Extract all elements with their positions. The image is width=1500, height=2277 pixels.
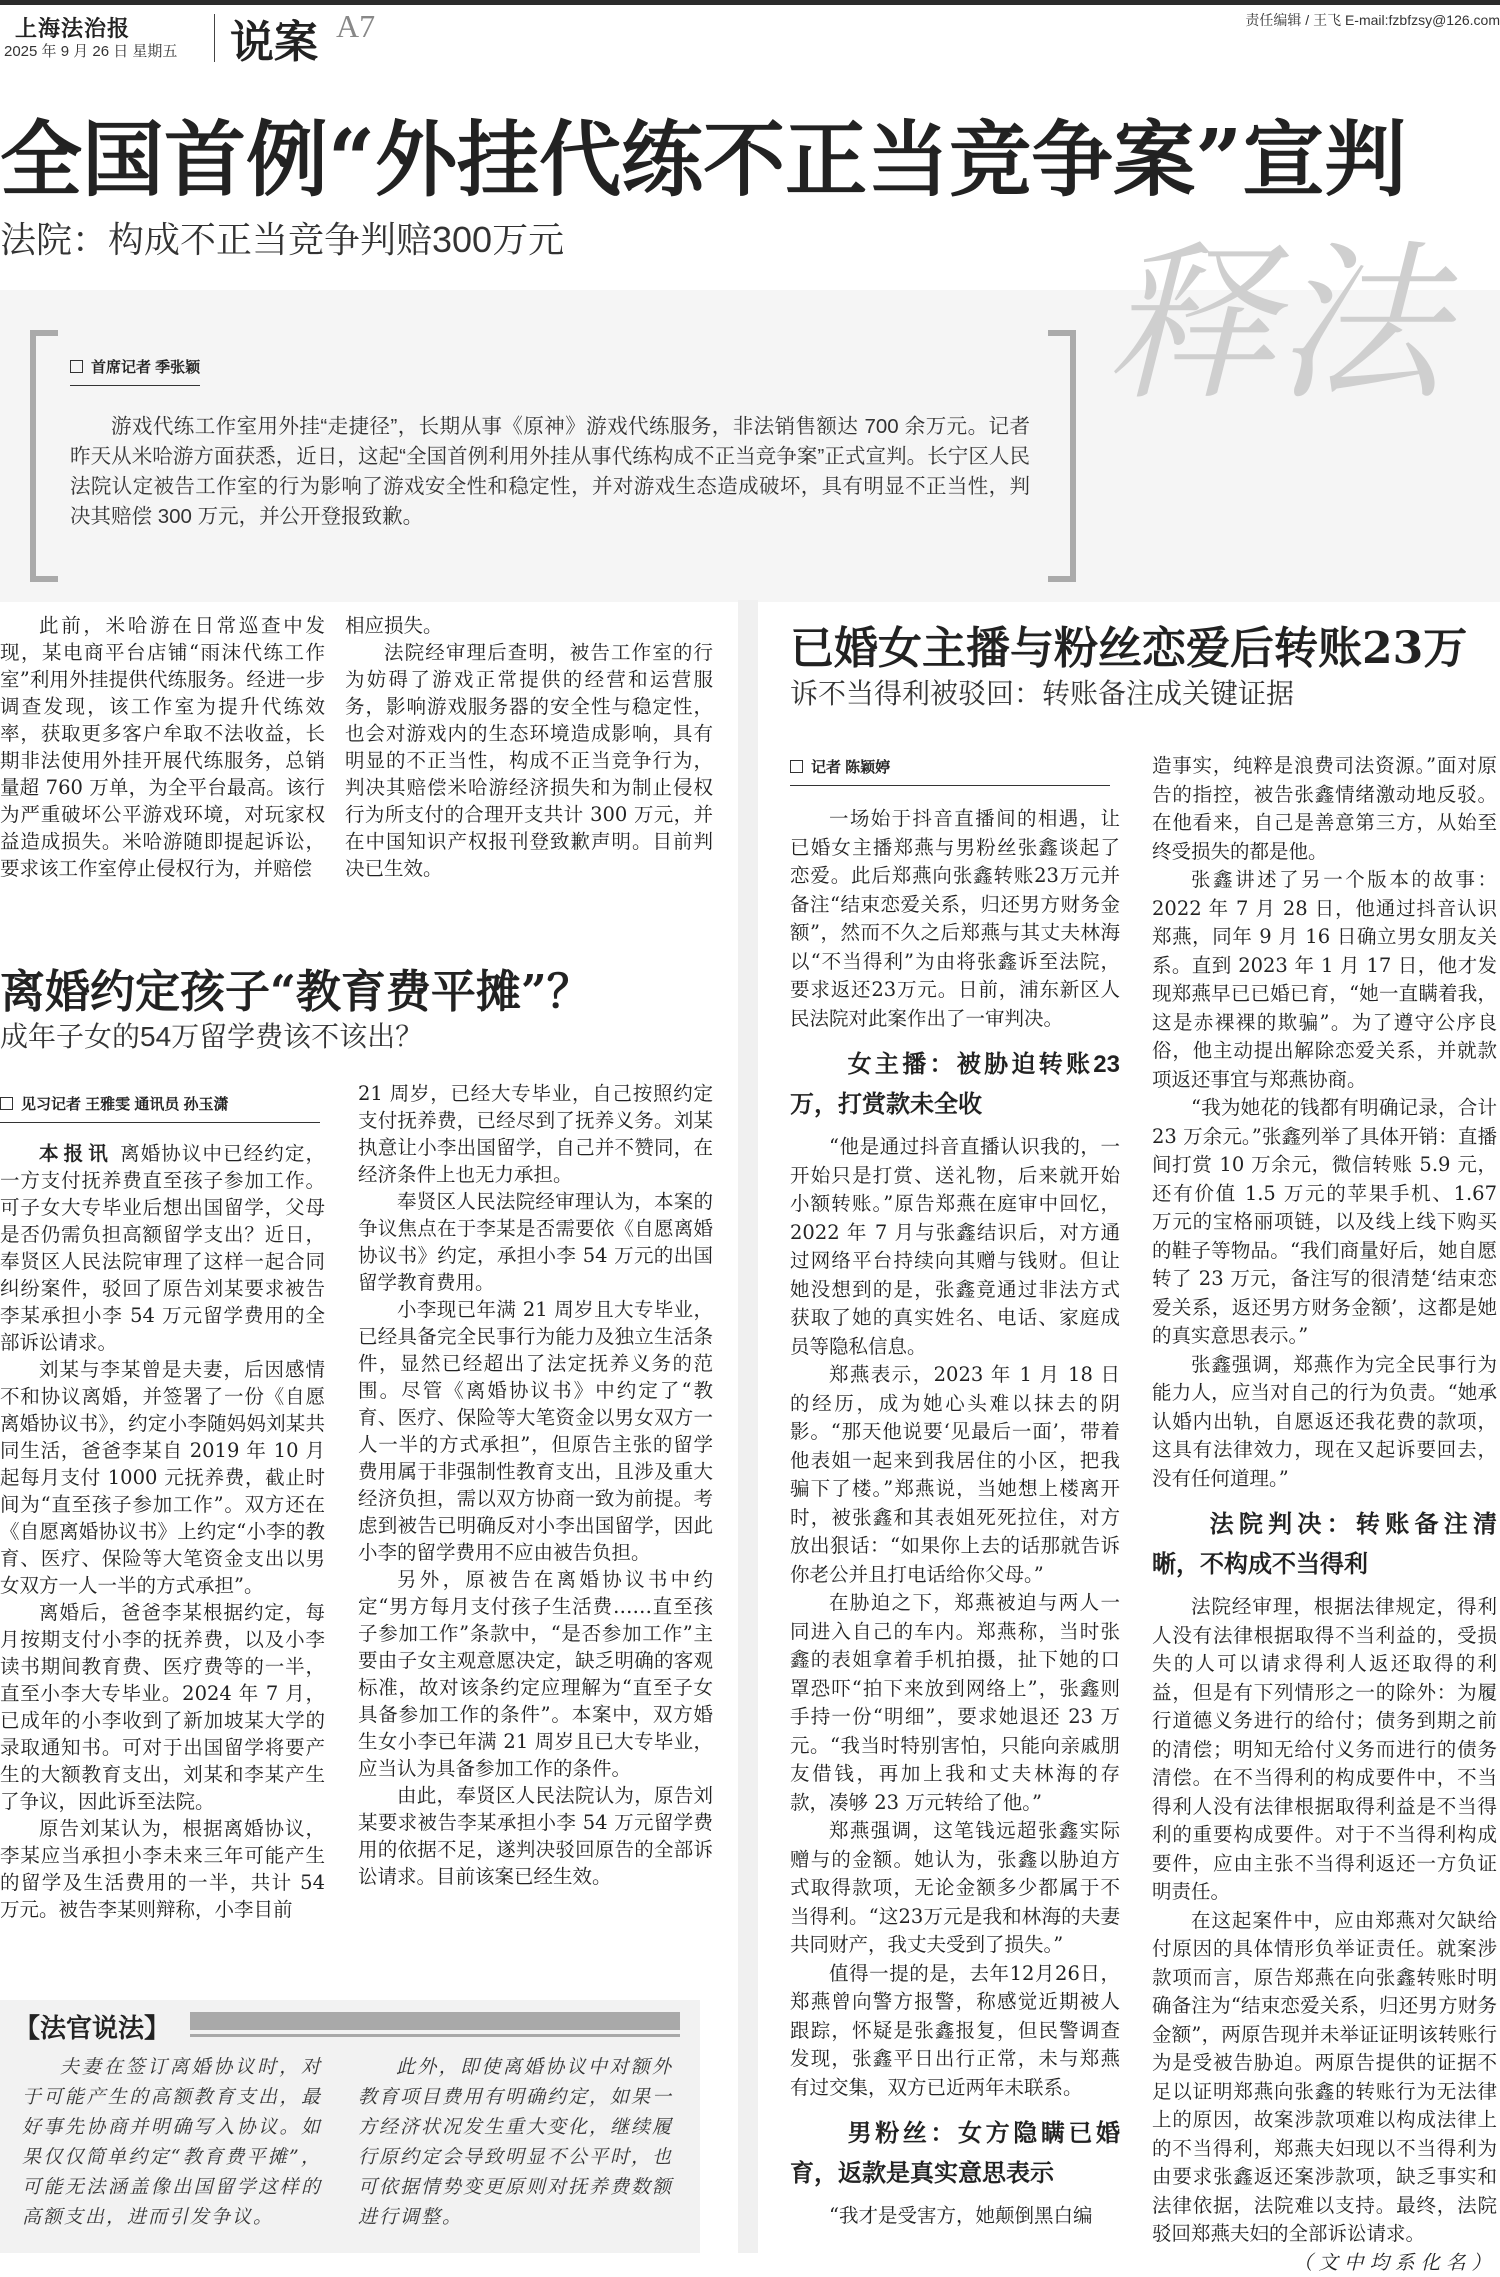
section-subheading: 女主播：被胁迫转账23万，打赏款未全收 [790, 1045, 1120, 1125]
calligraphy-watermark: 释法 [1105, 240, 1500, 410]
paragraph: 张鑫强调，郑燕作为完全民事行为能力人，应当对自己的行为负责。“她承认婚内出轨，自愿返还我花费的款项，这具有法律效力，现在又起诉要回去，没有任何道理。” [1152, 1351, 1497, 1494]
streamer-column-2 [1152, 752, 1497, 2277]
streamer-subheadline: 诉不当得利被驳回：转账备注成关键证据 [790, 672, 1294, 712]
judge-box-paragraph: 夫妻在签订离婚协议时，对于可能产生的高额教育支出，最好事先协商并明确写入协议。如果仅仅简单约定“教育费平摊”，可能无法涵盖像出国留学这样的高额支出，进而引发争议。 [22, 2052, 322, 2232]
top-rule [0, 0, 1500, 5]
paragraph: 离婚后，爸爸李某根据约定，每月按期支付小李的抚养费，以及小李读书期间教育费、医疗费等的一半，直至小李大专毕业。2024 年 7 月，已成年的小李收到了新加坡某大学的录取通知书。可对于出国留学将要产生的大额教育支出，刘某和李某产生了争议，因此诉至法院。 [0, 1599, 325, 1815]
divorce-headline: 离婚约定孩子“教育费平摊”？ [0, 955, 592, 1020]
paragraph: 原告刘某认为，根据离婚协议，李某应当承担小李未来三年可能产生的留学及生活费用的一半，共计 54 万元。被告李某则辩称，小李目前 [0, 1815, 325, 1923]
main-subheadline: 法院：构成不正当竞争判赔300万元 [0, 212, 564, 263]
paragraph: 刘某与李某曾是夫妻，后因感情不和协议离婚，并签署了一份《自愿离婚协议书》，约定小李随妈妈刘某共同生活，爸爸李某自 2019 年 10 月起每月支付 1000 元抚养费，截止时间为“直至孩子参加工作”。双方还在《自愿离婚协议书》上约定“小李的教育、医疗、保险等大笔资金支出以男女双方一人一半的方式承担”。 [0, 1356, 325, 1599]
game-byline [70, 356, 200, 386]
judge-box-rule-thin [190, 2034, 680, 2037]
divorce-byline [0, 1093, 320, 1123]
section-subheading: 男粉丝：女方隐瞒已婚育，返款是真实意思表示 [790, 2114, 1120, 2194]
paragraph: 由此，奉贤区人民法院认为，原告刘某要求被告李某承担小李 54 万元留学费用的依据不足，遂判决驳回原告的全部诉讼请求。目前该案已经生效。 [358, 1782, 713, 1890]
paragraph: “他是通过抖音直播认识我的，一开始只是打赏、送礼物，后来就开始小额转账。”原告郑燕在庭审中回忆，2022 年 7 月与张鑫结识后，对方通过网络平台持续向其赠与钱财。但让她没想到的是，张鑫竟通过非法方式获取了她的真实姓名、电话、家庭成员等隐私信息。 [790, 1133, 1120, 1361]
paragraph-continued: 相应损失。 [345, 612, 713, 639]
judge-box-column-1 [22, 2052, 322, 2232]
paragraph: 郑燕强调，这笔钱远超张鑫实际赠与的金额。她认为，张鑫以胁迫方式取得款项，无论金额多少都属于不当得利。“这23万元是我和林海的夫妻共同财产，我丈夫受到了损失。” [790, 1817, 1120, 1960]
header-divider [214, 14, 215, 62]
paragraph: 张鑫讲述了另一个版本的故事：2022 年 7 月 28 日，他通过抖音认识郑燕，同年 9 月 16 日确立男女朋友关系。直到 2023 年 1 月 17 日，他才发现郑燕早已已婚已育，“她一直瞒着我，这是赤裸裸的欺骗”。为了遵守公序良俗，他主动提出解除恋爱关系，并就款项返还事宜与郑燕协商。 [1152, 866, 1497, 1094]
judge-box-rule [190, 2012, 680, 2030]
byline-text: 首席记者 季张颖 [91, 359, 200, 376]
paragraph-continued: 造事实，纯粹是浪费司法资源。”面对原告的指控，被告张鑫情绪激动地反驳。在他看来，自己是善意第三方，从始至终受损失的都是他。 [1152, 752, 1497, 866]
divorce-subheadline: 成年子女的54万留学费该不该出？ [0, 1015, 423, 1055]
page-number: A7 [336, 8, 375, 45]
paragraph: “我为她花的钱都有明确记录，合计 23 万余元。”张鑫列举了具体开销：直播间打赏 10 万余元，微信转账 5.9 元，还有价值 1.5 万元的苹果手机、1.67 万元的宝格丽项链，以及线上线下购买的鞋子等物品。“我们商量好后，她自愿转了 23 万元，备注写的很清楚‘结束恋爱关系，返还男方财务金额’，这都是她的真实意思表示。” [1152, 1094, 1497, 1351]
byline-box-icon [70, 360, 83, 373]
paragraph-continued: 21 周岁，已经大专毕业，自己按照约定支付抚养费，已经尽到了抚养义务。刘某执意让小李出国留学，自己并不赞同，在经济条件上也无力承担。 [358, 1080, 713, 1188]
section-subheading: 法院判决：转账备注清晰，不构成不当得利 [1152, 1505, 1497, 1585]
paragraph-text: 离婚协议中已经约定，一方支付抚养费直至孩子参加工作。可子女大专毕业后想出国留学，父母是否仍需负担高额留学支出？近日，奉贤区人民法院审理了这样一起合同纠纷案件，驳回了原告刘某要求被告李某承担小李 54 万元留学费用的全部诉讼请求。 [0, 1142, 325, 1354]
paragraph: 法院经审理，根据法律规定，得利人没有法律根据取得不当利益的，受损失的人可以请求得利人返还取得的利益，但是有下列情形之一的除外：为履行道德义务进行的给付；债务到期之前的清偿；明知无给付义务而进行的债务清偿。在不当得利的构成要件中，不当得利人没有法律根据取得利益是不当得利的重要构成要件。对于不当得利构成要件，应由主张不当得利返还一方负证明责任。 [1152, 1593, 1497, 1907]
byline-box-icon [790, 760, 803, 773]
paragraph: 一场始于抖音直播间的相遇，让已婚女主播郑燕与男粉丝张鑫谈起了恋爱。此后郑燕向张鑫转账23万元并备注“结束恋爱关系，归还男方财务金额”，然而不久之后郑燕与其丈夫林海以“不当得利”为由将张鑫诉至法院，要求返还23万元。日前，浦东新区人民法院对此案作出了一审判决。 [790, 805, 1120, 1033]
paragraph: 在胁迫之下，郑燕被迫与两人一同进入自己的车内。郑燕称，当时张鑫的表姐拿着手机拍摄，扯下她的口罩恐吓“拍下来放到网络上”，张鑫则手持一份“明细”，要求她退还 23 万元。“我当时特别害怕，只能向亲戚朋友借钱，再加上我和丈夫林海的存款，凑够 23 万元转给了他。” [790, 1589, 1120, 1817]
byline-box-icon [0, 1097, 13, 1110]
byline-text: 见习记者 王雅雯 通讯员 孙玉潇 [21, 1096, 229, 1113]
streamer-byline [790, 756, 1110, 786]
paragraph: 此前，米哈游在日常巡查中发现，某电商平台店铺“雨沫代练工作室”利用外挂提供代练服务。经进一步调查发现，该工作室为提升代练效率，获取更多客户牟取不法收益，长期非法使用外挂开展代练服务，总销量超 760 万单，为全平台最高。该行为严重破坏公平游戏环境，对玩家权益造成损失。米哈游随即提起诉讼，要求该工作室停止侵权行为，并赔偿 [0, 612, 325, 882]
column-separator [738, 600, 758, 2253]
paragraph [0, 1140, 325, 1356]
right-bracket [1048, 330, 1076, 582]
paragraph: 另外，原被告在离婚协议书中约定“男方每月支付孩子生活费……直至孩子参加工作”条款中，“是否参加工作”主要由子女主观意愿决定，缺乏明确的客观标准，故对该条约定应理解为“直至子女具备参加工作的条件”。本案中，双方婚生女小李已年满 21 周岁且已大专毕业，应当认为具备参加工作的条件。 [358, 1566, 713, 1782]
paragraph: 法院经审理后查明，被告工作室的行为妨碍了游戏正常提供的经营和运营服务，影响游戏服务器的安全性与稳定性，也会对游戏内的生态环境造成影响，具有明显的不正当性，构成不正当竞争行为，判决其赔偿米哈游经济损失和为制止侵权行为所支付的合理开支共计 300 万元，并在中国知识产权报刊登致歉声明。目前判决已生效。 [345, 639, 713, 882]
divorce-column-2 [358, 1080, 713, 1890]
paragraph: 值得一提的是，去年12月26日，郑燕曾向警方报警，称感觉近期被人跟踪，怀疑是张鑫报复，但民警调查发现，张鑫平日出行正常，未与郑燕有过交集，双方已近两年未联系。 [790, 1960, 1120, 2103]
streamer-column-1 [790, 805, 1120, 2231]
game-column-1 [0, 612, 325, 882]
judge-box-title: 【法官说法】 [14, 2008, 170, 2045]
paragraph: 在这起案件中，应由郑燕对欠缺给付原因的具体情形负举证责任。就案涉款项而言，原告郑燕在向张鑫转账时明确备注为“结束恋爱关系，归还男方财务金额”，两原告现并未举证证明该转账行为是受被告胁迫。两原告提供的证据不足以证明郑燕向张鑫的转账行为无法律上的原因，故案涉款项难以构成法律上的不当得利，郑燕夫妇现以不当得利为由要求张鑫返还案涉款项，缺乏事实和法律依据，法院难以支持。最终，法院驳回郑燕夫妇的全部诉讼请求。 [1152, 1907, 1497, 2249]
judge-box-column-2 [358, 2052, 673, 2232]
paragraph: 小李现已年满 21 周岁且大专毕业，已经具备完全民事行为能力及独立生活条件，显然已经超出了法定抚养义务的范围。尽管《离婚协议书》中约定了“教育、医疗、保险等大笔资金以男女双方一人一半的方式承担”，但原告主张的留学费用属于非强制性教育支出，且涉及重大经济负担，需以双方协商一致为前提。考虑到被告已明确反对小李出国留学，因此小李的留学费用不应由被告负担。 [358, 1296, 713, 1566]
paragraph: 奉贤区人民法院经审理认为，本案的争议焦点在于李某是否需要依《自愿离婚协议书》约定，承担小李 54 万元的出国留学教育费用。 [358, 1188, 713, 1296]
left-bracket [30, 330, 58, 582]
name-note: （文中均系化名） [1152, 2249, 1497, 2277]
issue-date: 2025 年 9 月 26 日 星期五 [4, 40, 177, 61]
main-headline: 全国首例“外挂代练不正当竞争案”宣判 [0, 105, 1500, 215]
game-column-2 [345, 612, 713, 882]
newspaper-logo: 上海法治报 [15, 12, 130, 43]
judge-box-paragraph: 此外，即使离婚协议中对额外教育项目费用有明确约定，如果一方经济状况发生重大变化，继续履行原约定会导致明显不公平时，也可依据情势变更原则对抚养费数额进行调整。 [358, 2052, 673, 2232]
paragraph: “我才是受害方，她颠倒黑白编 [790, 2202, 1120, 2231]
byline-text: 记者 陈颖婷 [811, 759, 890, 776]
game-lead: 游戏代练工作室用外挂“走捷径”，长期从事《原神》游戏代练服务，非法销售额达 700 余万元。记者昨天从米哈游方面获悉，近日，这起“全国首例利用外挂从事代练构成不正当竞争案”正式宣判。长宁区人民法院认定被告工作室的行为影响了游戏安全性和稳定性，并对游戏生态造成破坏，具有明显不正当性，判决其赔偿 300 万元，并公开登报致歉。 [70, 412, 1030, 532]
divorce-column-1 [0, 1140, 325, 1923]
dateline: 本报讯 [39, 1142, 113, 1165]
paragraph: 郑燕表示，2023 年 1 月 18 日的经历，成为她心头难以抹去的阴影。“那天他说要‘见最后一面’，带着他表姐一起来到我居住的小区，把我骗下了楼。”郑燕说，当她想上楼离开时，被张鑫和其表姐死死拉住，对方放出狠话：“如果你上去的话那就告诉你老公并且打电话给你父母。” [790, 1361, 1120, 1589]
streamer-headline: 已婚女主播与粉丝恋爱后转账23万 [790, 612, 1467, 676]
editor-credit: 责任编辑 / 王飞 E-mail:fzbfzsy@126.com [1245, 10, 1500, 30]
section-title: 说案 [230, 6, 318, 70]
